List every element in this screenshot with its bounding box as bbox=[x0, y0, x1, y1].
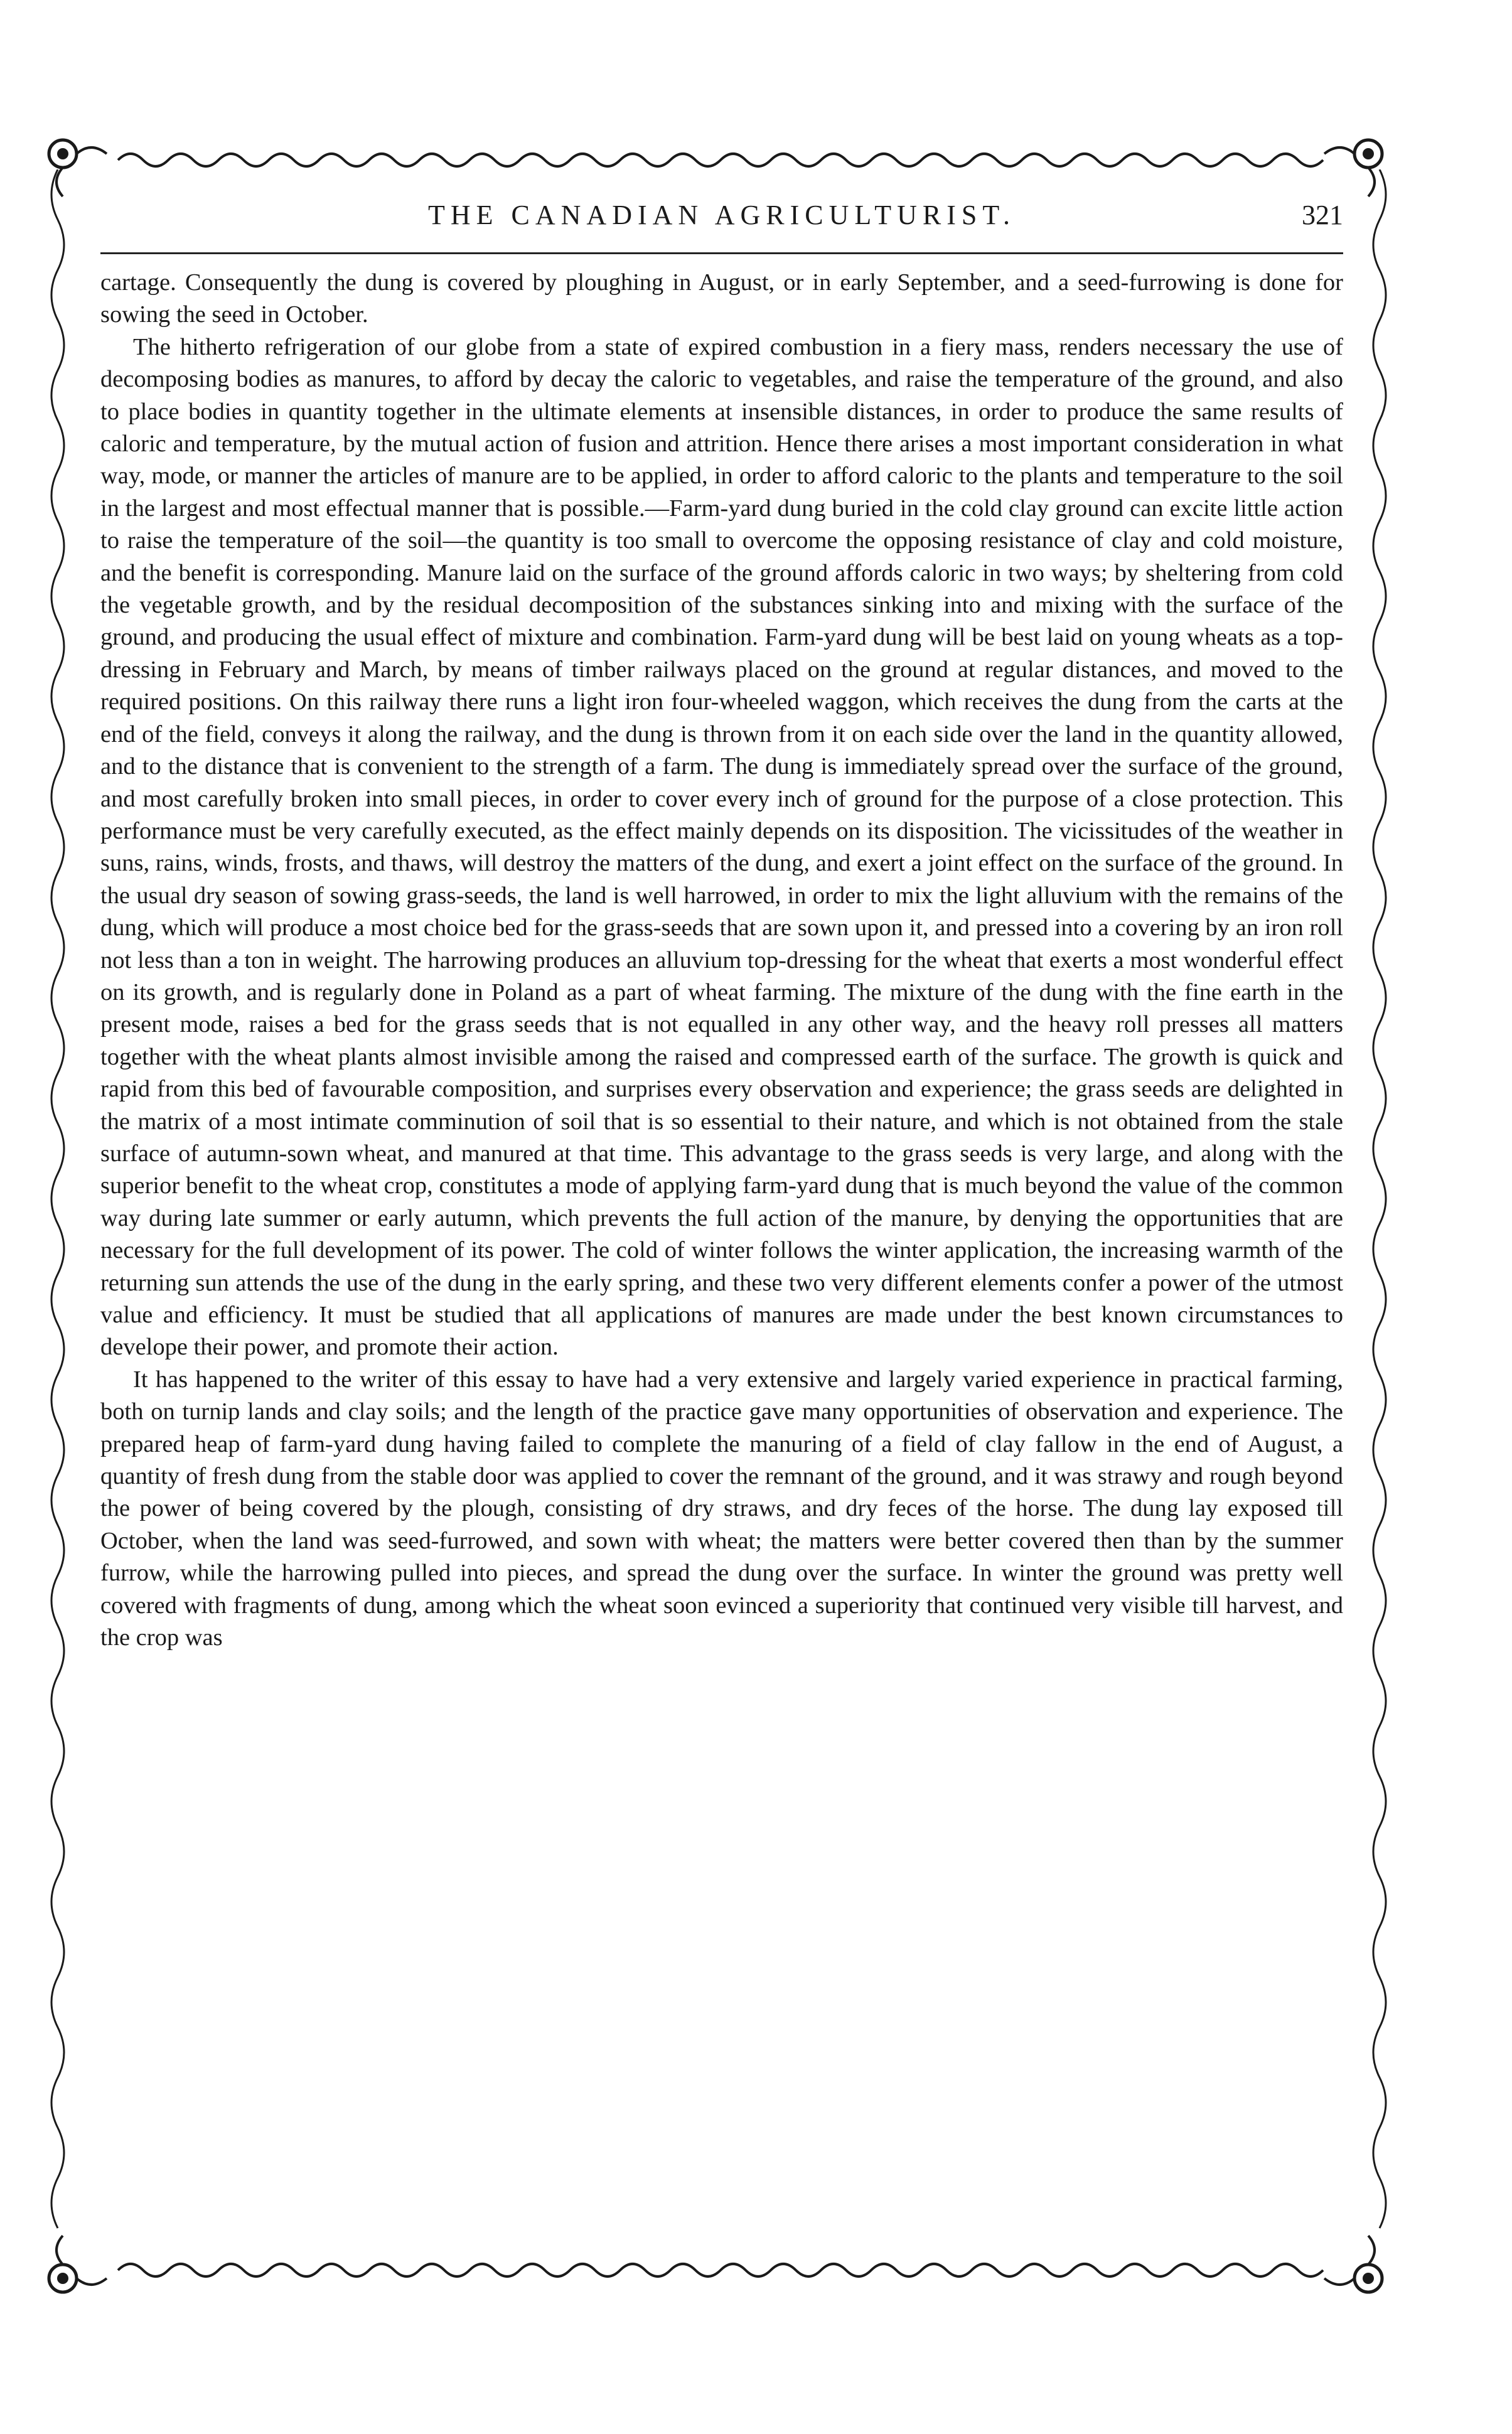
top-ornamental-border bbox=[43, 135, 1398, 179]
paragraph: It has happened to the writer of this essay to have had a very extensive and largely varied experience in practical farming, both on turnip lands and clay soils; and the length of the practice gave many opportunities of observation and experience. The prepared heap of farm-yard dung having failed to complete the manuring of a field of clay fallow in the end of August, a quantity of fresh dung from the stable door was applied to cover the remnant of the ground, and it was strawy and rough beyond the power of being covered by the plough, consisting of dry straws, and dry feces of the horse. The dung lay exposed till October, when the land was seed-furrowed, and sown with wheat; the matters were better covered then than by the summer furrow, while the harrowing pulled into pieces, and spread the dung over the surface. In winter the ground was pretty well covered with fragments of dung, among which the wheat soon evinced a superiority that continued very visible till harvest, and the crop was bbox=[100, 1366, 1343, 1651]
running-title: THE CANADIAN AGRICULTURIST. bbox=[428, 200, 1016, 230]
bottom-left-corner-ornament bbox=[38, 2234, 113, 2303]
running-head bbox=[100, 187, 1343, 244]
bottom-ornamental-border bbox=[43, 2248, 1398, 2292]
article-body bbox=[100, 267, 1343, 1654]
paragraph: cartage. Consequently the dung is covered by ploughing in August, or in early September, and a seed-furrowing is done for sowing the seed in October. bbox=[100, 269, 1343, 328]
paragraph: The hitherto refrigeration of our globe from a state of expired combustion in a fiery mass, renders necessary the use of decomposing bodies as manures, to afford by decay the caloric to vegetables, and raise the temperature of the ground, and also to place bodies in quantity together in the ultimate elements at insensible distances, in order to produce the same results of caloric and temperature, by the mutual action of fusion and attrition. Hence there arises a most important consideration in what way, mode, or manner the articles of manure are to be applied, in order to afford caloric to the plants and temperature to the soil in the largest and most effectual manner that is possible.—Farm-yard dung buried in the cold clay ground can excite little action to raise the temperature of the soil—the quantity is too small to overcome the opposing resistance of clay and cold moisture, and the benefit is corresponding. Manure laid on the surface of the ground affords caloric in two ways; by sheltering from cold the vegetable growth, and by the residual decomposition of the substances sinking into and mixing with the surface of the ground, and producing the usual effect of mixture and combination. Farm-yard dung will be best laid on young wheats as a top-dressing in February and March, by means of timber railways placed on the ground at regular distances, and moved to the required positions. On this railway there runs a light iron four-wheeled waggon, which receives the dung from the carts at the end of the field, conveys it along the railway, and the dung is thrown from it on each side over the land in the quantity allowed, and to the distance that is convenient to the strength of a farm. The dung is immediately spread over the surface of the ground, and most carefully broken into small pieces, in order to cover every inch of ground for the purpose of a close protection. This performance must be very carefully executed, as the effect mainly depends on its disposition. The vicissitudes of the weather in suns, rains, winds, frosts, and thaws, will destroy the matters of the dung, and exert a joint effect on the surface of the ground. In the usual dry season of sowing grass-seeds, the land is well harrowed, in order to mix the light alluvium with the remains of the dung, which will produce a most choice bed for the grass-seeds that are sown upon it, and pressed into a covering by an iron roll not less than a ton in weight. The harrowing produces an alluvium top-dressing for the wheat that exerts a most wonderful effect on its growth, and is regularly done in Poland as a part of wheat farming. The mixture of the dung with the fine earth in the present mode, raises a bed for the grass seeds that is not equalled in any other way, and the heavy roll presses all matters together with the wheat plants almost invisible among the raised and compressed earth of the surface. The growth is quick and rapid from this bed of favourable composition, and surprises every observation and experience; the grass seeds are delighted in the matrix of a most intimate comminution of soil that is so essential to their nature, and which is not obtained from the stale surface of autumn-sown wheat, and manured at that time. This advantage to the grass seeds is very large, and along with the superior benefit to the wheat crop, constitutes a mode of applying farm-yard dung that is much beyond the value of the common way during late summer or early autumn, which prevents the full action of the manure, by denying the opportunities that are necessary for the full development of its power. The cold of winter follows the winter application, the increasing warmth of the returning sun attends the use of the dung in the early spring, and these two very different elements confer a power of the utmost value and efficiency. It must be studied that all applications of manures are made under the best known circumstances to develope their power, and promote their action. bbox=[100, 333, 1343, 1361]
bottom-right-corner-ornament bbox=[1318, 2234, 1393, 2303]
left-ornamental-border bbox=[39, 169, 77, 2266]
header-rule bbox=[100, 252, 1343, 254]
right-ornamental-border bbox=[1361, 169, 1398, 2266]
page-number: 321 bbox=[1302, 200, 1343, 230]
